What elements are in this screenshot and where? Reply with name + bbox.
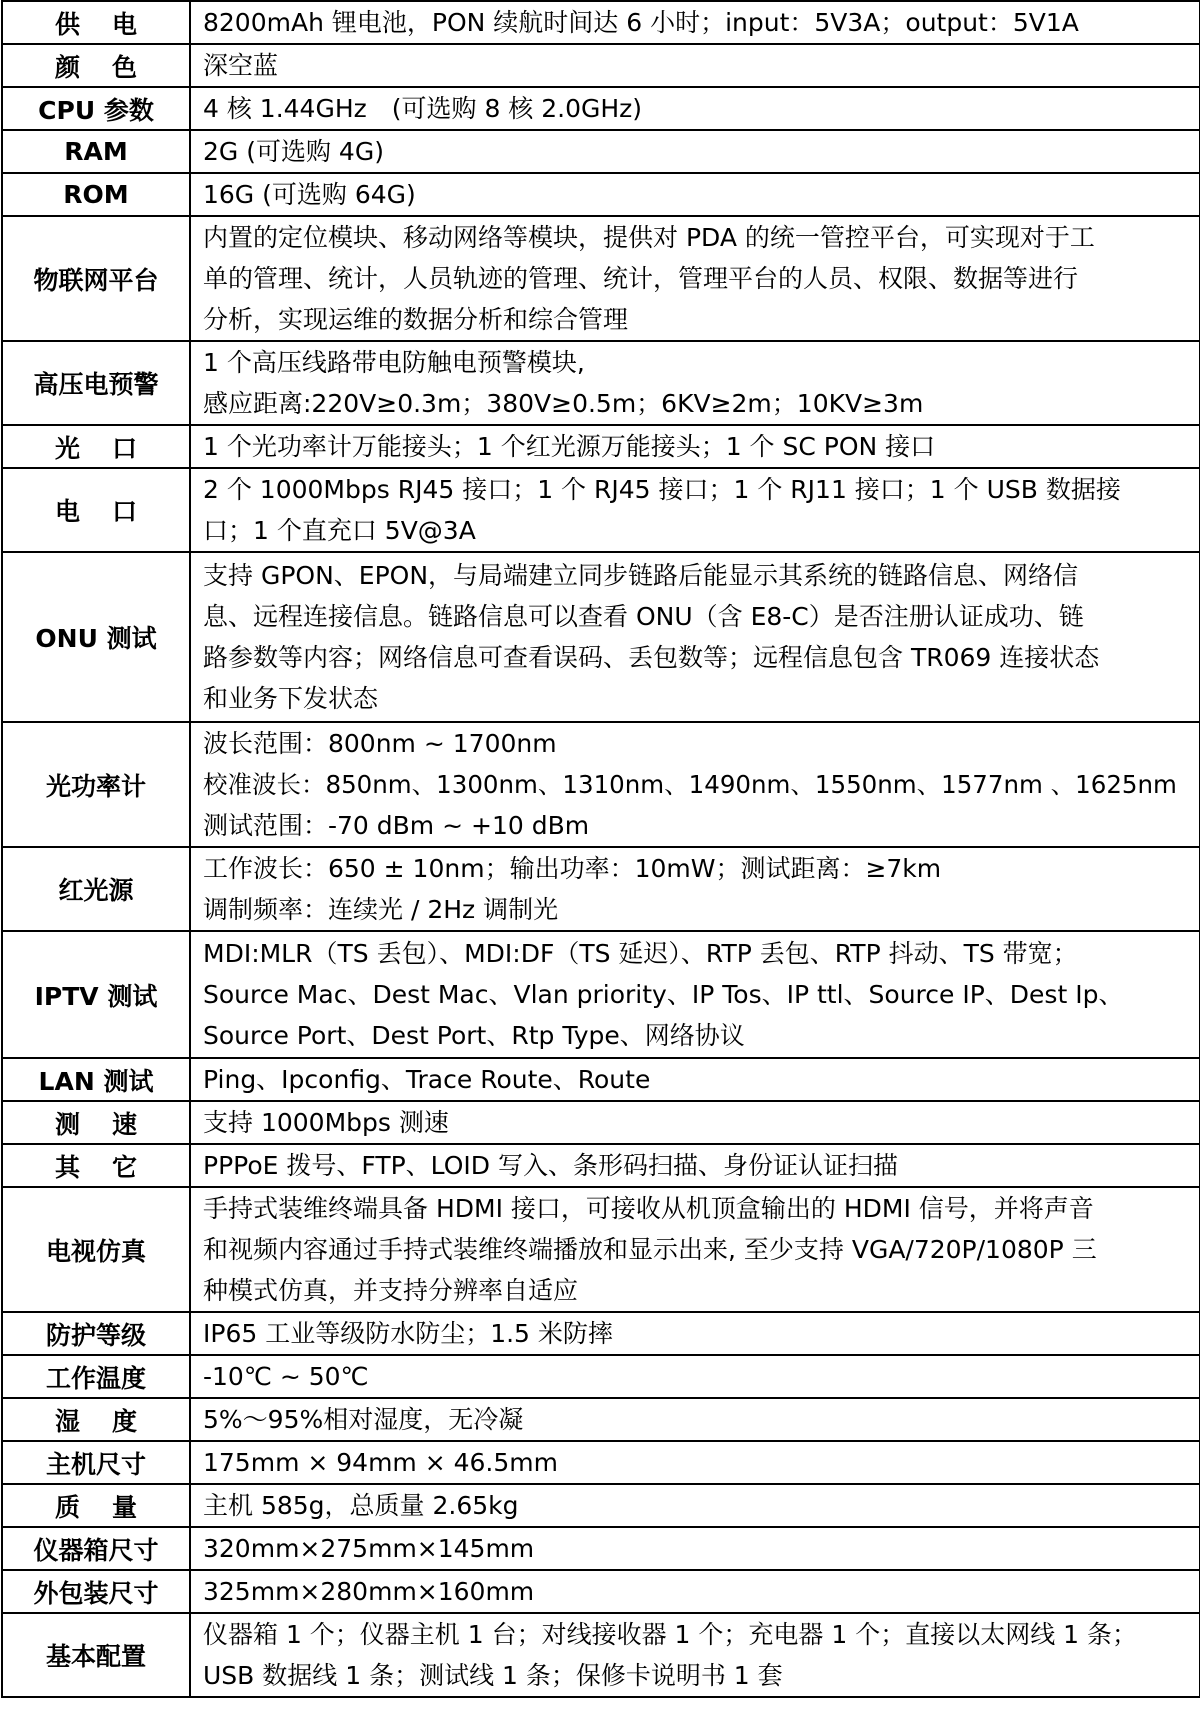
spec-row (2, 722, 1200, 847)
spec-row (2, 1144, 1200, 1187)
spec-label: 光口 (54, 433, 169, 463)
spec-value-line: IP65 工业等级防水防尘；1.5 米防摔 (203, 1319, 613, 1348)
spec-row (2, 1187, 1200, 1312)
spec-label-cell (2, 341, 190, 425)
spec-row (2, 1441, 1200, 1484)
spec-value-line: 1 个高压线路带电防触电预警模块, (203, 348, 585, 377)
spec-row (2, 1101, 1200, 1144)
spec-value-line: 深空蓝 (203, 51, 279, 80)
spec-value-line: 支持 1000Mbps 测速 (203, 1108, 449, 1137)
spec-label: 主机尺寸 (45, 1449, 146, 1479)
spec-value-cell (190, 1355, 1200, 1398)
spec-row (2, 1355, 1200, 1398)
spec-label: 电口 (54, 497, 169, 526)
spec-label: 高压电预警 (33, 370, 159, 399)
spec-value-line: 和视频内容通过手持式装维终端播放和显示出来, 至少支持 VGA/720P/1080P 三 (203, 1235, 1097, 1264)
spec-value-cell (190, 1441, 1200, 1484)
spec-value-line: 2 个 1000Mbps RJ45 接口；1 个 RJ45 接口；1 个 RJ11 接口；1 个 USB 数据接 (203, 475, 1121, 504)
spec-label-cell (2, 130, 190, 173)
spec-label-cell (2, 1, 190, 44)
spec-value-line: 路参数等内容；网络信息可查看误码、丢包数等；远程信息包含 TR069 连接状态 (203, 643, 1100, 672)
spec-value-line: 仪器箱 1 个；仪器主机 1 台；对线接收器 1 个；充电器 1 个；直接以太网线 1 条； (203, 1620, 1137, 1649)
spec-label-cell (2, 722, 190, 847)
spec-value-cell (190, 1613, 1200, 1697)
spec-value-cell (190, 847, 1200, 931)
spec-label-cell (2, 847, 190, 931)
spec-label: 测速 (54, 1109, 169, 1139)
spec-value-line: 单的管理、统计，人员轨迹的管理、统计，管理平台的人员、权限、数据等进行 (203, 264, 1079, 293)
spec-value-line: 内置的定位模块、移动网络等模块，提供对 PDA 的统一管控平台，可实现对于工 (203, 223, 1095, 252)
spec-value-line: 校准波长：850nm、1300nm、1310nm、1490nm、1550nm、1577nm 、1625nm (203, 770, 1177, 799)
spec-value-line: 分析，实现运维的数据分析和综合管理 (203, 305, 629, 334)
spec-value-cell (190, 1187, 1200, 1312)
spec-row (2, 44, 1200, 87)
spec-value-line: MDI:MLR（TS 丢包）、MDI:DF（TS 延迟）、RTP 丢包、RTP 抖动、TS 带宽； (203, 939, 1078, 968)
spec-row (2, 1570, 1200, 1613)
spec-value-cell (190, 722, 1200, 847)
spec-label-cell (2, 1312, 190, 1355)
spec-label: IPTV 测试 (34, 981, 158, 1011)
spec-label: 其它 (54, 1152, 169, 1182)
spec-value-line: 感应距离:220V≥0.3m；380V≥0.5m；6KV≥2m；10KV≥3m (203, 389, 924, 418)
spec-value-cell (190, 1058, 1200, 1101)
spec-value-line: 1 个光功率计万能接头；1 个红光源万能接头；1 个 SC PON 接口 (203, 432, 936, 461)
spec-value-line: 和业务下发状态 (203, 684, 379, 713)
spec-value-line: 手持式装维终端具备 HDMI 接口，可接收从机顶盒输出的 HDMI 信号，并将声音 (203, 1194, 1094, 1223)
spec-label-cell (2, 173, 190, 216)
spec-value-line: USB 数据线 1 条；测试线 1 条；保修卡说明书 1 套 (203, 1661, 783, 1690)
spec-row (2, 425, 1200, 468)
spec-label: ONU 测试 (35, 624, 157, 653)
spec-value-cell (190, 468, 1200, 552)
spec-label: 工作温度 (45, 1363, 146, 1393)
spec-label: CPU 参数 (38, 95, 154, 125)
spec-row (2, 552, 1200, 722)
spec-label: 供电 (54, 9, 169, 39)
spec-row (2, 1, 1200, 44)
spec-label-cell (2, 1527, 190, 1570)
spec-value-cell (190, 173, 1200, 216)
spec-value-line: 种模式仿真，并支持分辨率自适应 (203, 1276, 579, 1305)
spec-label-cell (2, 1398, 190, 1441)
spec-value-cell (190, 44, 1200, 87)
spec-label-cell (2, 87, 190, 130)
spec-label-cell (2, 1613, 190, 1697)
spec-value-cell (190, 425, 1200, 468)
spec-value-line: 息、远程连接信息。链路信息可以查看 ONU（含 E8-C）是否注册认证成功、链 (203, 602, 1084, 631)
spec-row (2, 1527, 1200, 1570)
spec-value-line: 5%～95%相对湿度，无冷凝 (203, 1405, 524, 1434)
spec-label: ROM (63, 180, 129, 209)
spec-label-cell (2, 468, 190, 552)
spec-value-line: 工作波长：650 ± 10nm；输出功率：10mW；测试距离：≥7km (203, 854, 942, 883)
spec-row (2, 87, 1200, 130)
spec-value-line: Source Mac、Dest Mac、Vlan priority、IP Tos、IP ttl、Source IP、Dest Ip、 (203, 980, 1124, 1009)
spec-row (2, 931, 1200, 1058)
spec-label: 质量 (54, 1492, 169, 1522)
spec-label-cell (2, 1187, 190, 1312)
spec-label: 仪器箱尺寸 (33, 1535, 159, 1565)
spec-row (2, 1312, 1200, 1355)
spec-value-line: 调制频率：连续光 / 2Hz 调制光 (203, 895, 559, 924)
spec-row (2, 1484, 1200, 1527)
spec-value-cell (190, 1527, 1200, 1570)
spec-label: LAN 测试 (38, 1066, 154, 1096)
spec-label-cell (2, 1101, 190, 1144)
spec-value-line: 16G (可选购 64G) (203, 180, 416, 209)
spec-value-cell (190, 931, 1200, 1058)
spec-label: 颜色 (54, 52, 169, 82)
spec-label: RAM (64, 137, 128, 166)
spec-label-cell (2, 425, 190, 468)
spec-label-cell (2, 552, 190, 722)
spec-label: 物联网平台 (33, 265, 159, 295)
spec-value-line: 2G (可选购 4G) (203, 137, 384, 166)
spec-value-line: 测试范围：-70 dBm ~ +10 dBm (203, 811, 590, 840)
spec-label: 光功率计 (45, 771, 146, 801)
spec-value-cell (190, 1484, 1200, 1527)
spec-table-body (2, 1, 1200, 1697)
spec-value-cell (190, 552, 1200, 722)
spec-label: 外包装尺寸 (33, 1578, 159, 1608)
spec-value-line: 8200mAh 锂电池，PON 续航时间达 6 小时；input：5V3A；output：5V1A (203, 8, 1079, 37)
spec-label-cell (2, 1570, 190, 1613)
spec-row (2, 216, 1200, 341)
spec-row (2, 173, 1200, 216)
spec-value-cell (190, 216, 1200, 341)
spec-row (2, 468, 1200, 552)
spec-value-cell (190, 1, 1200, 44)
spec-value-line: Ping、Ipconfig、Trace Route、Route (203, 1065, 651, 1094)
spec-label-cell (2, 1058, 190, 1101)
spec-value-cell (190, 87, 1200, 130)
spec-row (2, 1398, 1200, 1441)
spec-value-line: PPPoE 拨号、FTP、LOID 写入、条形码扫描、身份证认证扫描 (203, 1151, 898, 1180)
spec-value-line: 175mm × 94mm × 46.5mm (203, 1448, 558, 1477)
spec-value-cell (190, 1101, 1200, 1144)
spec-row (2, 341, 1200, 425)
spec-row (2, 130, 1200, 173)
spec-value-line: 325mm×280mm×160mm (203, 1577, 535, 1606)
spec-row (2, 847, 1200, 931)
spec-label-cell (2, 44, 190, 87)
spec-value-line: Source Port、Dest Port、Rtp Type、网络协议 (203, 1021, 745, 1050)
spec-row (2, 1058, 1200, 1101)
spec-label-cell (2, 1144, 190, 1187)
spec-row (2, 1613, 1200, 1697)
spec-value-line: 支持 GPON、EPON，与局端建立同步链路后能显示其系统的链路信息、网络信 (203, 561, 1079, 590)
spec-label: 电视仿真 (45, 1236, 146, 1266)
spec-label: 防护等级 (45, 1320, 146, 1350)
spec-value-line: 口；1 个直充口 5V@3A (203, 516, 476, 545)
spec-label-cell (2, 216, 190, 341)
spec-value-line: -10℃ ~ 50℃ (203, 1362, 369, 1391)
spec-table (1, 0, 1200, 1698)
spec-value-cell (190, 1570, 1200, 1613)
spec-value-cell (190, 1398, 1200, 1441)
spec-label: 湿度 (54, 1406, 169, 1436)
spec-value-cell (190, 1312, 1200, 1355)
spec-label-cell (2, 1355, 190, 1398)
spec-label: 红光源 (58, 876, 134, 905)
spec-label-cell (2, 1484, 190, 1527)
spec-value-line: 主机 585g，总质量 2.65kg (203, 1491, 519, 1520)
spec-value-cell (190, 130, 1200, 173)
spec-label: 基本配置 (45, 1642, 146, 1671)
spec-value-cell (190, 341, 1200, 425)
spec-label-cell (2, 1441, 190, 1484)
spec-value-line: 波长范围：800nm ~ 1700nm (203, 729, 557, 758)
spec-value-line: 320mm×275mm×145mm (203, 1534, 535, 1563)
spec-value-line: 4 核 1.44GHz (可选购 8 核 2.0GHz) (203, 94, 643, 123)
spec-value-cell (190, 1144, 1200, 1187)
spec-label-cell (2, 931, 190, 1058)
